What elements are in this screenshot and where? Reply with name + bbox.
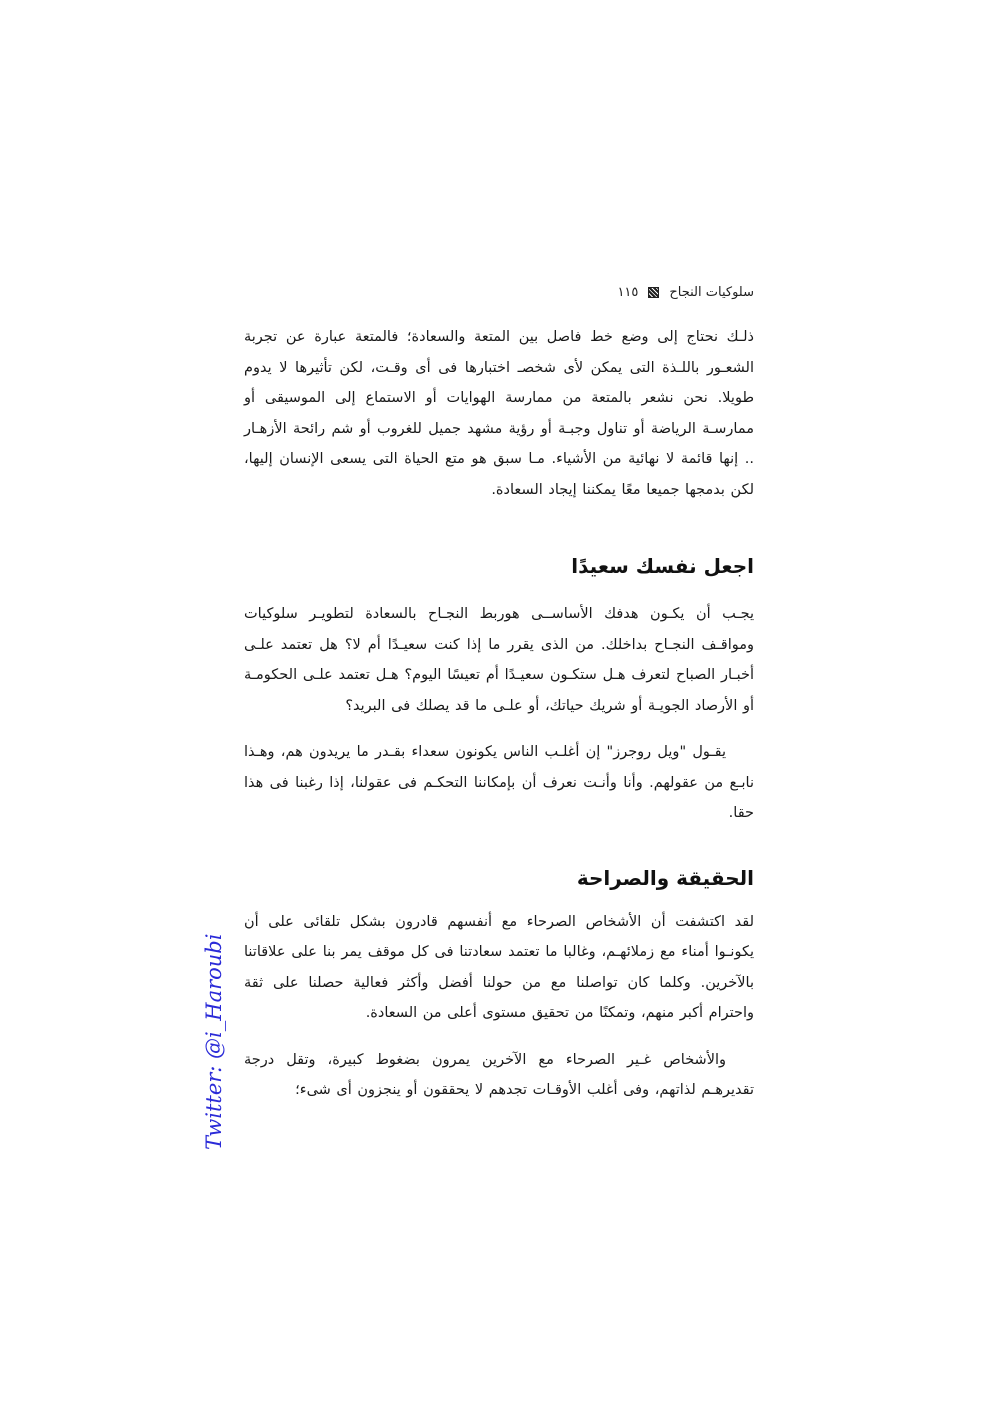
paragraph: لقد اكتشفت أن الأشخاص الصرحاء مع أنفسهم قادرون بشكل تلقائى على أن يكونـوا أمناء مع زملائهـم، وغالبا ما تعتمد سعادتنا فى كل موقف يمر بنا على علاقاتنا بالآخرين. وكلما كان تواصلنا مع من حولنا أفضل وأكثر فعالية حصلنا على ثقة واحترام أكبر منهم، وتمكنًا من تحقيق مستوى أعلى من السعادة. — [244, 913, 754, 1021]
running-header-title: سلوكيات النجاح — [669, 284, 754, 300]
paragraph: يقـول "ويل روجرز" إن أغلـب الناس يكونون سعداء بقـدر ما يريدون هم، وهـذا نابـع من عقولهم. وأنا وأنـت نعرف أن بإمكاننا التحكـم فى عقولنا، إذا رغبنا فى هذا حقا. — [244, 744, 754, 821]
section-heading: اجعل نفسك سعيدًا — [571, 554, 754, 578]
twitter-watermark: Twitter: @i_Haroubi — [202, 933, 226, 1150]
paragraph: ذلـك نحتاج إلى وضع خط فاصل بين المتعة والسعادة؛ فالمتعة عبارة عن تجربة الشعـور باللـذة التى يمكن لأى شخصـ اختبارها فى أى وقـت، لكن تأثيرها لا يدوم طويلا. نحن نشعر بالمتعة من ممارسة الهوايات أو الاستماع إلى الموسيقى أو ممارسـة الرياضة أو تناول وجبـة أو رؤية مشهد جميل للغروب أو شم رائحة الأزهـار .. إنها قائمة لا نهائية من الأشياء. مـا سبق هو متع الحياة التى يسعى الإنسان إليها، لكن بدمجها جميعا معًا يمكننا إيجاد السعادة. — [244, 329, 754, 498]
checkered-square-icon — [648, 287, 659, 298]
section-heading: الحقيقة والصراحة — [576, 865, 754, 890]
paragraph: يجـب أن يكـون هدفك الأساســى هوربط النجـاح بالسعادة لتطويـر سلوكيات ومواقـف النجـاح بداخلك. من الذى يقرر ما إذا كنت سعيـدًا أم لا؟ هل تعتمد علـى أخبـار الصباح لتعرف هـل ستكـون سعيـدًا أم تعيسًا اليوم؟ هـل تعتمد علـى الحكومـة أو الأرصاد الجويـة أو شريك حياتك، أو علـى ما قد يصلك فى البريد؟ — [244, 606, 754, 714]
paragraph: والأشخاص غـير الصرحاء مع الآخرين يمرون بضغوط كبيرة، وتقل درجة تقديرهـم لذاتهم، وفى أغلب الأوقـات تجدهم لا يحققون أو ينجزون أى شىء؛ — [244, 1051, 754, 1098]
page-content — [244, 322, 754, 1106]
running-header — [244, 282, 754, 302]
page-number: ١١٥ — [617, 284, 639, 300]
